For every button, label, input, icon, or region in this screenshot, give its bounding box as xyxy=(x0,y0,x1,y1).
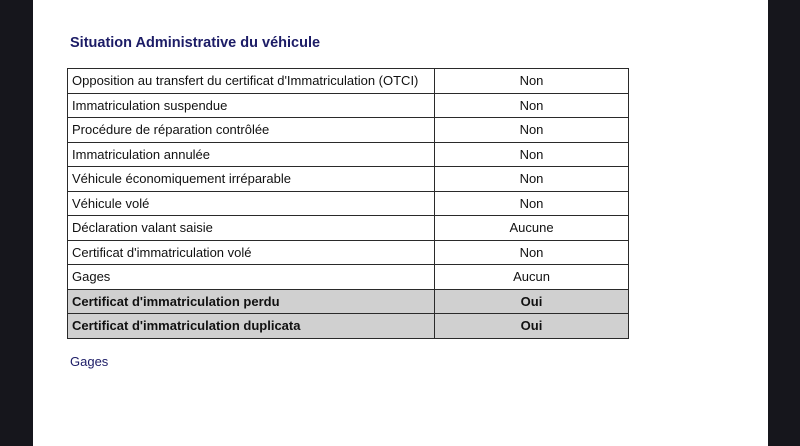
row-label: Procédure de réparation contrôlée xyxy=(68,118,435,143)
row-label: Certificat d'immatriculation perdu xyxy=(68,289,435,314)
section-title: Situation Administrative du véhicule xyxy=(70,35,321,51)
row-value: Non xyxy=(435,167,629,192)
table-row xyxy=(68,216,629,241)
table-row-highlighted xyxy=(68,314,629,339)
row-label: Certificat d'immatriculation duplicata xyxy=(68,314,435,339)
row-value: Non xyxy=(435,118,629,143)
row-value: Oui xyxy=(435,289,629,314)
row-label: Opposition au transfert du certificat d'Immatriculation (OTCI) xyxy=(68,69,435,94)
row-label: Immatriculation annulée xyxy=(68,142,435,167)
row-value: Non xyxy=(435,142,629,167)
table-row xyxy=(68,118,629,143)
row-label: Déclaration valant saisie xyxy=(68,216,435,241)
row-value: Non xyxy=(435,93,629,118)
table-row xyxy=(68,265,629,290)
row-value: Aucun xyxy=(435,265,629,290)
row-value: Non xyxy=(435,69,629,94)
row-label: Véhicule économiquement irréparable xyxy=(68,167,435,192)
row-value: Aucune xyxy=(435,216,629,241)
table-row xyxy=(68,240,629,265)
table-row xyxy=(68,191,629,216)
table-row xyxy=(68,167,629,192)
row-label: Véhicule volé xyxy=(68,191,435,216)
row-value: Non xyxy=(435,191,629,216)
vehicle-status-table xyxy=(67,68,629,339)
row-label: Immatriculation suspendue xyxy=(68,93,435,118)
document-page xyxy=(33,0,768,446)
table-row xyxy=(68,93,629,118)
table-row xyxy=(68,142,629,167)
table-row-highlighted xyxy=(68,289,629,314)
row-value: Non xyxy=(435,240,629,265)
row-value: Oui xyxy=(435,314,629,339)
gages-link[interactable]: Gages xyxy=(70,354,109,369)
row-label: Certificat d'immatriculation volé xyxy=(68,240,435,265)
row-label: Gages xyxy=(68,265,435,290)
table-row xyxy=(68,69,629,94)
